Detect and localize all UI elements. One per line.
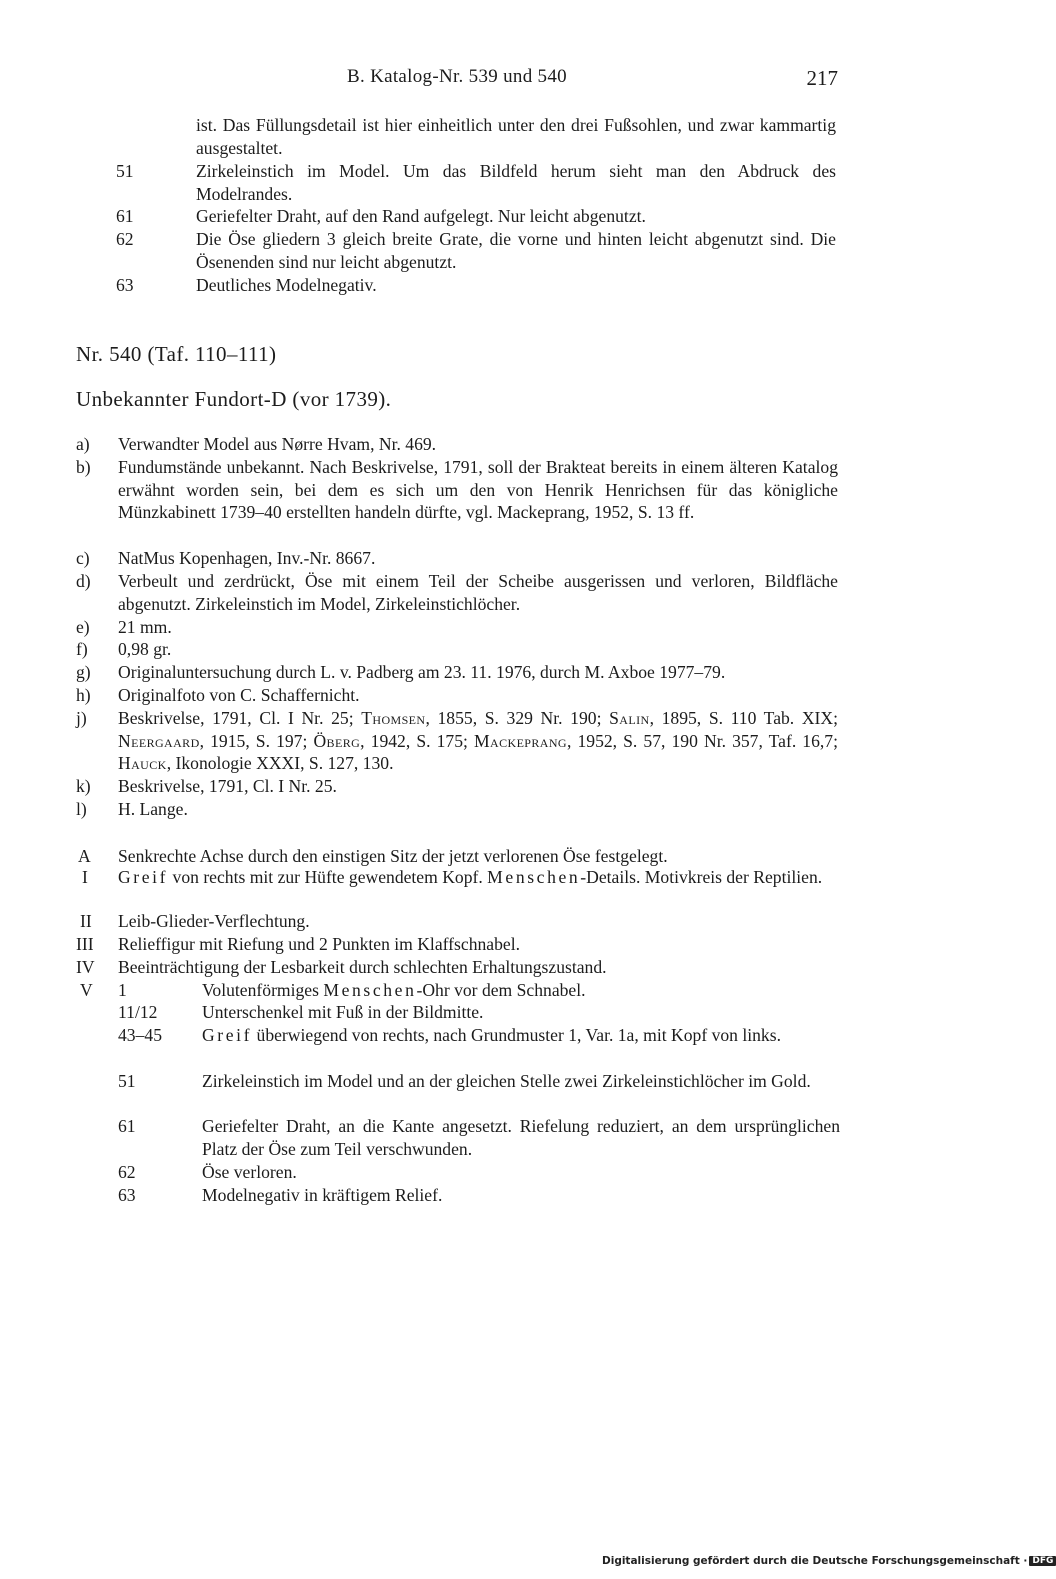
fact-label: h) — [76, 685, 91, 705]
fact-text: Beskrivelse, 1791, Cl. I Nr. 25. — [118, 776, 337, 796]
fact-text: Verbeult und zerdrückt, Öse mit einem Teil der Scheibe ausgerissen und verloren, Bildfläche abgenutzt. Zirkeleinstich im Model, Zirkeleinstichlöcher. — [118, 571, 838, 614]
fact-text: 0,98 gr. — [118, 639, 172, 659]
item-text: Geriefelter Draht, auf den Rand aufgelegt. Nur leicht abgenutzt. — [196, 206, 646, 226]
analysis-label: I — [82, 867, 88, 887]
entry-subheading: Unbekannter Fundort-D (vor 1739). — [76, 387, 392, 411]
fact-label: j) — [76, 708, 87, 728]
detail-number: 11/12 — [118, 1002, 158, 1022]
detail-text: Zirkeleinstich im Model und an der gleichen Stelle zwei Zirkeleinstichlöcher im Gold. — [202, 1071, 811, 1091]
detail-number: 1 — [118, 980, 127, 1000]
fact-label: e) — [76, 617, 90, 637]
continuation-text: ist. Das Füllungsdetail ist hier einheitlich unter den drei Fußsohlen, und zwar kammartig ausgestaltet. — [196, 115, 836, 158]
detail-text: Volutenförmiges Menschen-Ohr vor dem Schnabel. — [202, 980, 586, 1000]
top-item — [0, 205, 1000, 228]
page-number: 217 — [806, 66, 838, 90]
detail-number: 61 — [118, 1116, 136, 1136]
item-text: Zirkeleinstich im Model. Um das Bildfeld herum sieht man den Abdruck des Modelrandes. — [196, 161, 836, 204]
detail-text: Modelnegativ in kräftigem Relief. — [202, 1185, 443, 1205]
analysis-text: Relieffigur mit Riefung und 2 Punkten im Klaffschnabel. — [118, 934, 520, 954]
detail-text: Öse verloren. — [202, 1162, 297, 1182]
digitization-footer — [602, 1555, 1054, 1571]
top-item — [0, 274, 1000, 297]
top-item — [0, 228, 1000, 274]
item-number: 63 — [116, 275, 134, 295]
fact-label: g) — [76, 662, 91, 682]
item-number: 61 — [116, 206, 134, 226]
item-number: 62 — [116, 229, 134, 249]
dfg-logo: DFG — [1029, 1556, 1056, 1566]
fact-label: l) — [76, 799, 87, 819]
analysis-label: IV — [76, 957, 95, 977]
analysis-label: A — [78, 846, 91, 866]
item-text: Die Öse gliedern 3 gleich breite Grate, die vorne und hinten leicht abgenutzt sind. Die Ösenenden sind nur leicht abgenutzt. — [196, 229, 836, 272]
item-text: Deutliches Modelnegativ. — [196, 275, 377, 295]
item-number: 51 — [116, 161, 134, 181]
detail-text: Greif überwiegend von rechts, nach Grundmuster 1, Var. 1a, mit Kopf von links. — [202, 1025, 781, 1045]
running-header — [76, 66, 838, 96]
detail-number: 62 — [118, 1162, 136, 1182]
analysis-text: Beeinträchtigung der Lesbarkeit durch schlechten Erhaltungszustand. — [118, 957, 607, 977]
detail-text: Unterschenkel mit Fuß in der Bildmitte. — [202, 1002, 484, 1022]
running-title: B. Katalog-Nr. 539 und 540 — [347, 66, 567, 87]
analysis-text: Leib-Glieder-Verflechtung. — [118, 911, 310, 931]
analysis-text: Greif von rechts mit zur Hüfte gewendetem Kopf. Menschen-Details. Motivkreis der Reptilien. — [118, 867, 823, 887]
fact-text: Originalfoto von C. Schaffernicht. — [118, 685, 360, 705]
analysis-label: III — [76, 934, 94, 954]
fact-text: Originaluntersuchung durch L. v. Padberg am 23. 11. 1976, durch M. Axboe 1977–79. — [118, 662, 726, 682]
fact-text: Verwandter Model aus Nørre Hvam, Nr. 469. — [118, 434, 437, 454]
continuation-paragraph — [0, 114, 1000, 162]
fact-text: 21 mm. — [118, 617, 172, 637]
detail-text: Geriefelter Draht, an die Kante angesetzt. Riefelung reduziert, an dem ursprünglichen Platz der Öse zum Teil verschwunden. — [202, 1116, 840, 1159]
fact-label: d) — [76, 571, 91, 591]
fact-label: a) — [76, 434, 90, 454]
fact-text-bibliography: Beskrivelse, 1791, Cl. I Nr. 25; Thomsen, 1855, S. 329 Nr. 190; Salin, 1895, S. 110 Tab. XIX; Neergaard, 1915, S. 197; Öberg, 1942, S. 175; Mackeprang, 1952, S. 57, 190 Nr. 357, Taf. 16,7; Hauck, Ikonologie XXXI, S. 127, 130. — [118, 708, 838, 774]
fact-label: b) — [76, 457, 91, 477]
footer-text: Digitalisierung gefördert durch die Deutsche Forschungsgemeinschaft · — [602, 1555, 1028, 1567]
entry-heading: Nr. 540 (Taf. 110–111) — [76, 342, 277, 366]
detail-number: 43–45 — [118, 1025, 162, 1045]
analysis-label: II — [80, 911, 92, 931]
detail-number: 51 — [118, 1071, 136, 1091]
fact-text: H. Lange. — [118, 799, 188, 819]
analysis-text: Senkrechte Achse durch den einstigen Sitz der jetzt verlorenen Öse festgelegt. — [118, 846, 668, 866]
fact-text: Fundumstände unbekannt. Nach Beskrivelse, 1791, soll der Brakteat bereits in einem älteren Katalog erwähnt worden sein, bei dem es sich um den von Henrik Henrichsen für das königliche Münzkabinett 1739–40 erstellten handeln dürfte, vgl. Mackeprang, 1952, S. 13 ff. — [118, 457, 838, 523]
detail-number: 63 — [118, 1185, 136, 1205]
fact-label: c) — [76, 548, 90, 568]
analysis-label: V — [80, 980, 93, 1000]
top-item — [0, 160, 1000, 206]
fact-text: NatMus Kopenhagen, Inv.-Nr. 8667. — [118, 548, 376, 568]
fact-label: f) — [76, 639, 88, 659]
fact-label: k) — [76, 776, 91, 796]
